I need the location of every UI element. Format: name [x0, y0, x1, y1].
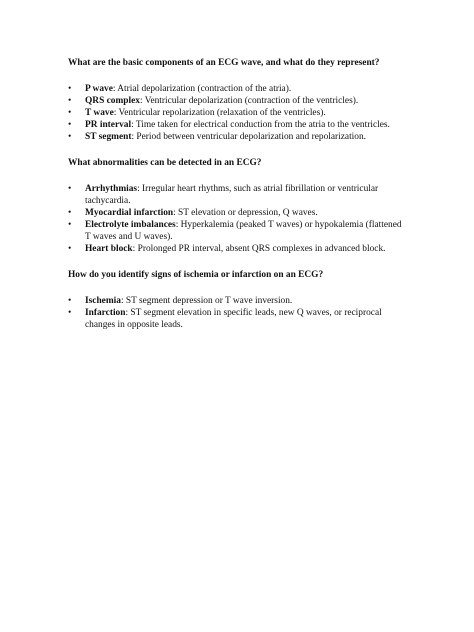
bullet-list: [68, 295, 408, 331]
bullet-icon: •: [68, 244, 72, 254]
list-item: [68, 83, 408, 95]
list-item: [68, 307, 408, 331]
bullet-icon: •: [68, 120, 72, 130]
document-content: [68, 57, 408, 331]
list-item: [68, 207, 408, 219]
list-item: [68, 219, 408, 243]
item-description: : ST segment depression or T wave inversion.: [120, 296, 293, 306]
bullet-list: [68, 183, 408, 255]
item-term: Electrolyte imbalances: [85, 220, 176, 230]
bullet-icon: •: [68, 208, 72, 218]
bullet-icon: •: [68, 184, 72, 194]
item-description: : ST segment elevation in specific leads, new Q waves, or reciprocal changes in opposite leads.: [85, 308, 382, 330]
item-description: : Ventricular repolarization (relaxation of the ventricles).: [113, 108, 326, 118]
list-item: [68, 243, 408, 255]
bullet-icon: •: [68, 220, 72, 230]
bullet-icon: •: [68, 84, 72, 94]
item-description: : Atrial depolarization (contraction of the atria).: [112, 84, 292, 94]
item-description: : Time taken for electrical conduction from the atria to the ventricles.: [131, 120, 390, 130]
bullet-icon: •: [68, 132, 72, 142]
list-item: [68, 119, 408, 131]
list-item: [68, 183, 408, 207]
list-item: [68, 131, 408, 143]
section-question: How do you identify signs of ischemia or infarction on an ECG?: [68, 270, 324, 280]
item-term: PR interval: [85, 120, 132, 130]
item-term: Myocardial infarction: [85, 208, 174, 218]
item-description: : Period between ventricular depolarization and repolarization.: [131, 132, 366, 142]
section-question: What abnormalities can be detected in an ECG?: [68, 158, 262, 168]
list-item: [68, 95, 408, 107]
item-description: : Irregular heart rhythms, such as atrial fibrillation or ventricular tachycardia.: [85, 184, 379, 206]
item-term: Infarction: [85, 308, 126, 318]
item-term: T wave: [85, 108, 114, 118]
item-description: : ST elevation or depression, Q waves.: [173, 208, 318, 218]
section-question: What are the basic components of an ECG wave, and what do they represent?: [68, 58, 380, 68]
item-term: Ischemia: [85, 296, 121, 306]
item-description: : Ventricular depolarization (contraction of the ventricles).: [139, 96, 359, 106]
item-term: Arrhythmias: [85, 184, 138, 194]
bullet-list: [68, 83, 408, 143]
bullet-icon: •: [68, 96, 72, 106]
list-item: [68, 295, 408, 307]
item-description: : Prolonged PR interval, absent QRS complexes in advanced block.: [132, 244, 386, 254]
bullet-icon: •: [68, 308, 72, 318]
item-term: ST segment: [85, 132, 132, 142]
bullet-icon: •: [68, 108, 72, 118]
item-term: P wave: [85, 84, 113, 94]
bullet-icon: •: [68, 296, 72, 306]
list-item: [68, 107, 408, 119]
item-term: QRS complex: [85, 96, 140, 106]
item-description: : Hyperkalemia (peaked T waves) or hypokalemia (flattened T waves and U waves).: [85, 220, 402, 242]
item-term: Heart block: [85, 244, 133, 254]
